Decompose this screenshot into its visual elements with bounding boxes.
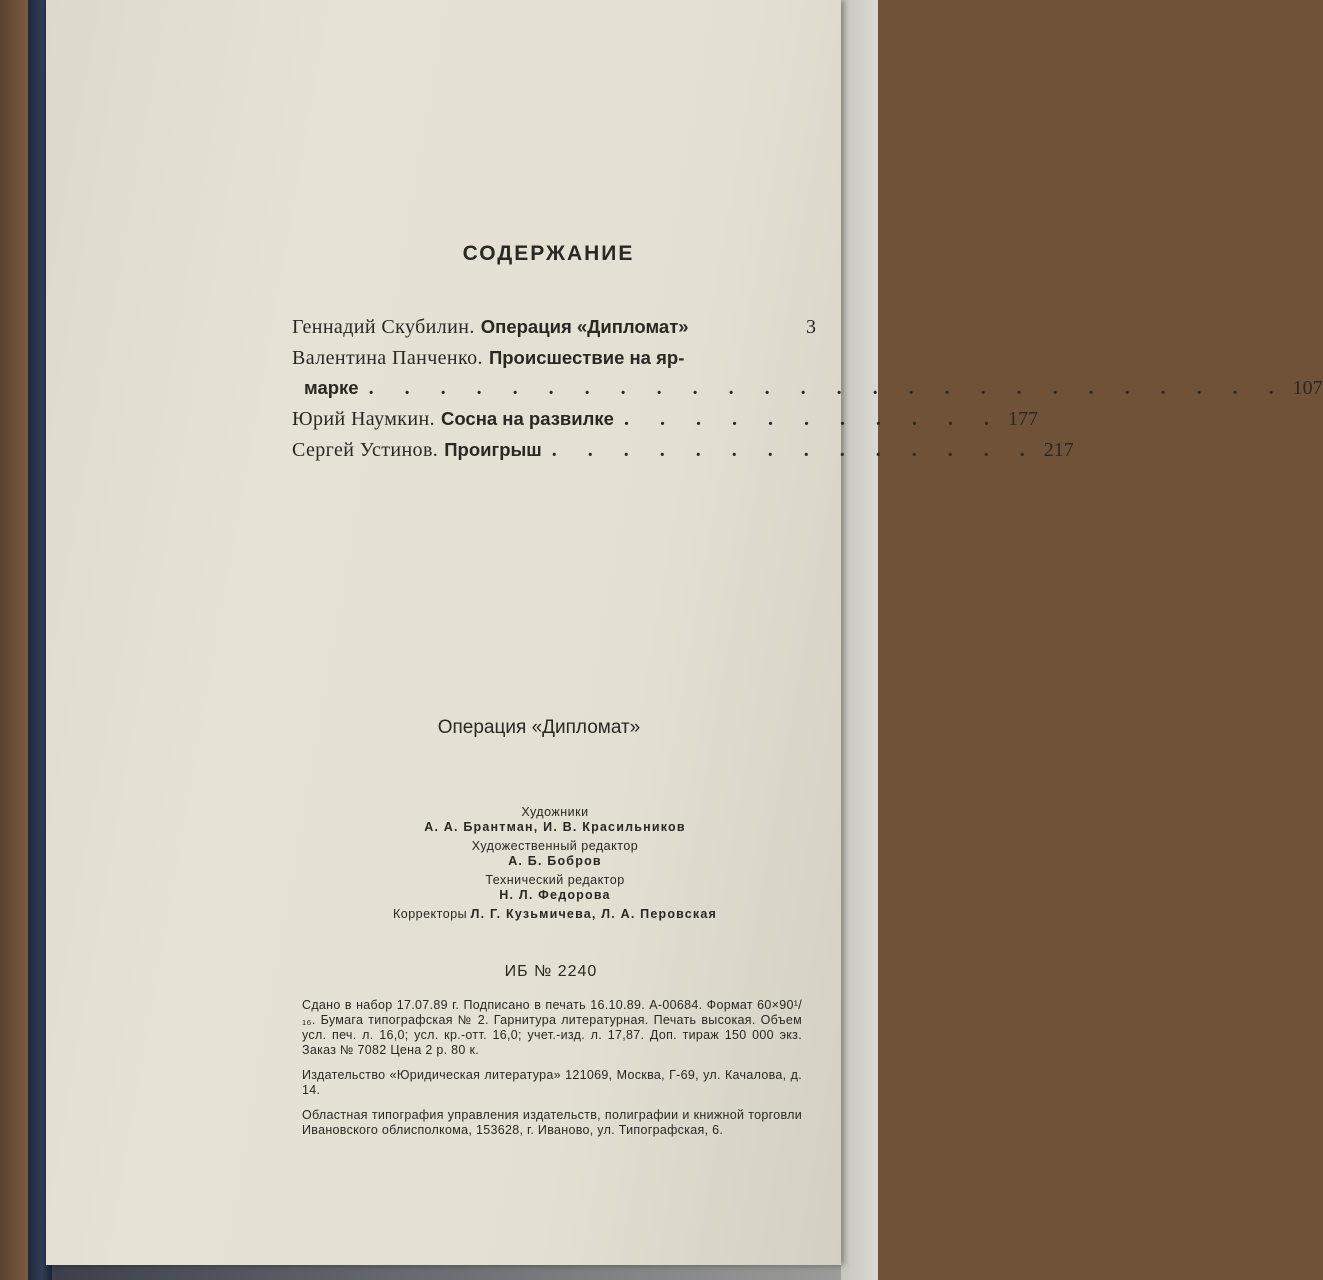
toc-page-number: 217 — [1043, 439, 1074, 461]
toc-author: Юрий Наумкин. — [292, 408, 435, 430]
tech-editor-name: Н. Л. Федорова — [499, 888, 611, 902]
toc-entry — [292, 312, 816, 342]
tech-editor-role: Технический редактор — [485, 873, 625, 887]
toc-leader: . . . . . . . . . . . . . . — [551, 439, 1038, 461]
imprint-block — [302, 998, 802, 1148]
art-editor-name: А. Б. Бобров — [508, 854, 602, 868]
imprint-publisher: Издательство «Юридическая литература» 121069, Москва, Г-69, ул. Качалова, д. 14. — [302, 1068, 802, 1097]
toc-entry — [292, 435, 1074, 465]
toc-leader: . . . . . . . . . . . . . . . . . . . . . . . . . . — [368, 377, 1287, 399]
imprint-production: Сдано в набор 17.07.89 г. Подписано в печать 16.10.89. А-00684. Формат 60×90¹/₁₆. Бумага типографская № 2. Гарнитура литературная. Печать высокая. Объем усл. печ. л. 16,0; усл. кр.-отт. 16,0; учет.-изд. л. 17,87. Доп. тираж 150 000 экз. Заказ № 7082 Цена 2 р. 80 к. — [302, 998, 802, 1057]
toc-work-title-continued: марке — [304, 377, 359, 398]
ib-number: ИБ № 2240 — [504, 963, 598, 980]
table-of-contents — [292, 312, 1323, 466]
toc-title: СОДЕРЖАНИЕ — [462, 242, 635, 265]
background-strip — [841, 0, 878, 1280]
proofreaders-line — [46, 907, 1064, 922]
toc-leader: . . . . . . . . . . . — [623, 408, 1002, 430]
toc-page-number: 107 — [1292, 377, 1323, 399]
toc-page-number: 177 — [1007, 408, 1038, 430]
artists-role: Художники — [521, 805, 589, 819]
toc-author: Геннадий Скубилин. — [292, 316, 475, 338]
toc-work-title: Проигрыш — [444, 439, 542, 460]
credits-block — [46, 805, 1064, 922]
toc-work-title: Происшествие на яр- — [488, 347, 685, 368]
book-page — [46, 0, 1323, 1265]
toc-entry — [292, 343, 1323, 403]
art-editor-role: Художественный редактор — [471, 839, 639, 853]
toc-work-title: Сосна на развилке — [440, 408, 614, 429]
book-title: Операция «Дипломат» — [437, 717, 641, 738]
toc-work-title: Операция «Дипломат» — [480, 316, 689, 337]
toc-entry — [292, 404, 1038, 434]
toc-page-number: 3 — [806, 316, 816, 338]
proofreaders-role: Корректоры — [392, 907, 468, 921]
toc-author: Сергей Устинов. — [292, 439, 439, 461]
imprint-printer: Областная типография управления издательств, полиграфии и книжной торговли Ивановского облисполкома, 153628, г. Иваново, ул. Типографская, 6. — [302, 1108, 802, 1137]
artists-names: А. А. Брантман, И. В. Красильников — [424, 820, 686, 834]
proofreaders-names: Л. Г. Кузьмичева, Л. А. Перовская — [470, 907, 718, 921]
toc-author: Валентина Панченко. — [292, 347, 483, 369]
